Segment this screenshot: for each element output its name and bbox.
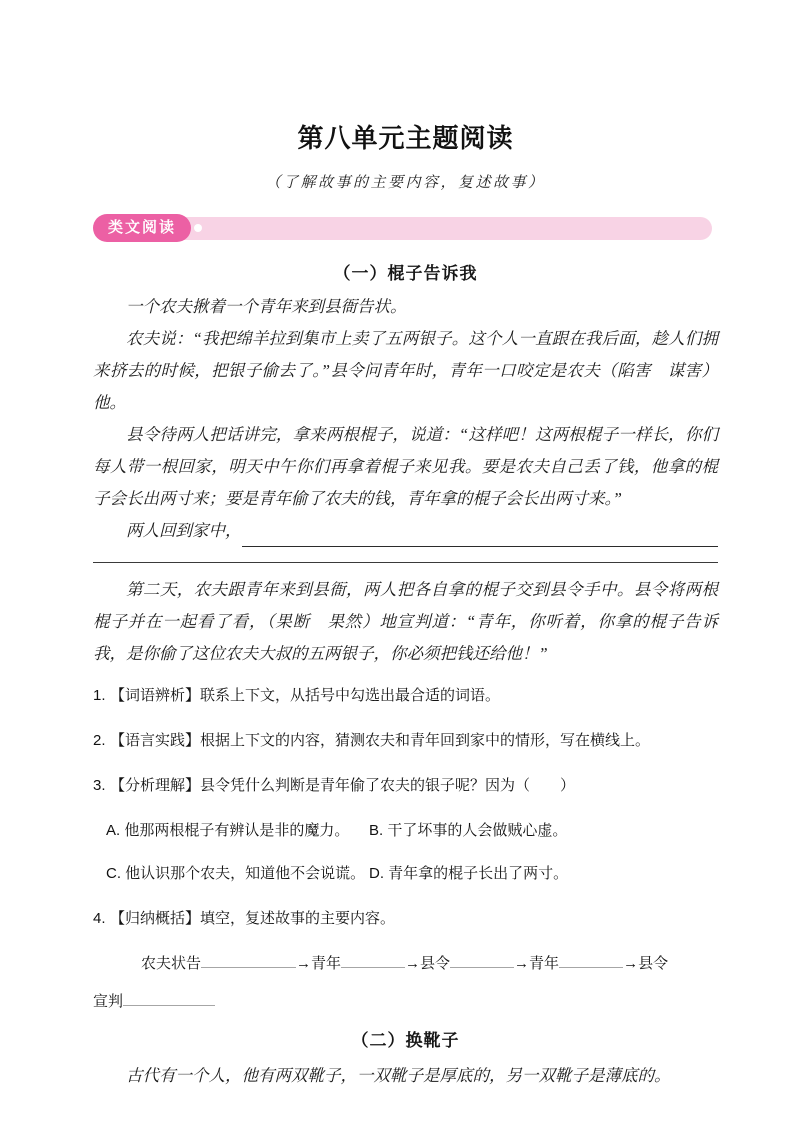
passage1-paragraph-5: 第二天，农夫跟青年来到县衙，两人把各自拿的棍子交到县令手中。县令将两根棍子并在一起看了看，（果断 果然）地宣判道：“青年，你听着，你拿的棍子告诉我，是你偷了这位农夫大叔的五两银子，你必须把钱还给他！” xyxy=(93,580,718,663)
page-subtitle: （了解故事的主要内容，复述故事） xyxy=(265,175,546,191)
section-banner xyxy=(93,214,718,242)
banner-badge: 类文阅读 xyxy=(93,214,191,242)
question-3-options xyxy=(93,820,718,884)
option-b: B. 干了坏事的人会做贼心虚。 xyxy=(369,822,568,839)
passage1-fill-line xyxy=(93,515,718,547)
flow-blank-3 xyxy=(450,953,514,968)
question-3-tag: 【分析理解】 xyxy=(110,777,201,794)
question-2-number: 2. xyxy=(93,732,106,749)
passage1-body xyxy=(93,291,718,670)
question-2 xyxy=(93,730,718,751)
passage1-paragraph-3: 县令待两人把话讲完，拿来两根棍子，说道：“这样吧！这两根棍子一样长，你们每人带一根回家，明天中午你们再拿着棍子来见我。要是农夫自己丢了钱，他拿的棍子会长出两寸来；要是青年偷了农夫的钱，青年拿的棍子会长出两寸来。” xyxy=(93,425,718,508)
flow-step-1: 农夫状告 xyxy=(141,955,202,972)
question-3-number: 3. xyxy=(93,777,106,794)
flow-blank-4 xyxy=(559,953,623,968)
answer-line-full xyxy=(93,562,718,563)
question-1-number: 1. xyxy=(93,687,106,704)
flow-blank-5 xyxy=(123,991,215,1006)
passage1-paragraph-1: 一个农夫揪着一个青年来到县衙告状。 xyxy=(126,297,407,316)
flow-step-5: →县令 xyxy=(623,955,669,972)
option-a: A. 他那两根棍子有辨认是非的魔力。 xyxy=(106,822,350,839)
question-2-tag: 【语言实践】 xyxy=(110,732,201,749)
question-3-text: 县令凭什么判断是青年偷了农夫的银子呢？因为（ ） xyxy=(200,777,576,794)
flow-step-4: →青年 xyxy=(514,955,560,972)
flow-blank-2 xyxy=(341,953,405,968)
passage2-heading: （二）换靴子 xyxy=(351,1031,460,1050)
question-1-tag: 【词语辨析】 xyxy=(110,687,201,704)
passage1-paragraph-2: 农夫说：“我把绵羊拉到集市上卖了五两银子。这个人一直跟在我后面，趁人们拥来挤去的时候，把银子偷去了。”县令问青年时，青年一口咬定是农夫（陷害 谋害）他。 xyxy=(93,329,718,412)
question-4-flow-line2 xyxy=(93,991,718,1012)
question-list xyxy=(93,685,718,1012)
question-1 xyxy=(93,685,718,706)
flow-step-2: →青年 xyxy=(296,955,342,972)
question-2-text: 根据上下文的内容，猜测农夫和青年回到家中的情形，写在横线上。 xyxy=(200,732,651,749)
page-title: 第八单元主题阅读 xyxy=(297,123,514,153)
option-d: D. 青年拿的棍子长出了两寸。 xyxy=(369,865,569,882)
flow-step-6: 宣判 xyxy=(93,993,124,1010)
banner-dot-icon xyxy=(194,224,202,232)
option-c: C. 他认识那个农夫，知道他不会说谎。 xyxy=(106,865,366,882)
question-1-text: 联系上下文，从括号中勾选出最合适的词语。 xyxy=(200,687,501,704)
answer-line xyxy=(242,521,719,547)
question-3 xyxy=(93,775,718,796)
passage2-paragraph-1: 古代有一个人，他有两双靴子，一双靴子是厚底的，另一双靴子是薄底的。 xyxy=(126,1066,671,1085)
question-4-tag: 【归纳概括】 xyxy=(110,910,201,927)
question-4-flow xyxy=(93,953,718,974)
flow-step-3: →县令 xyxy=(405,955,451,972)
passage1-heading: （一）棍子告诉我 xyxy=(333,264,478,283)
fill-line-lead: 两人回到家中， xyxy=(126,521,242,540)
question-4-text: 填空，复述故事的主要内容。 xyxy=(200,910,396,927)
passage2-body xyxy=(93,1060,718,1092)
flow-blank-1 xyxy=(201,953,296,968)
question-4-number: 4. xyxy=(93,910,106,927)
question-4 xyxy=(93,908,718,929)
